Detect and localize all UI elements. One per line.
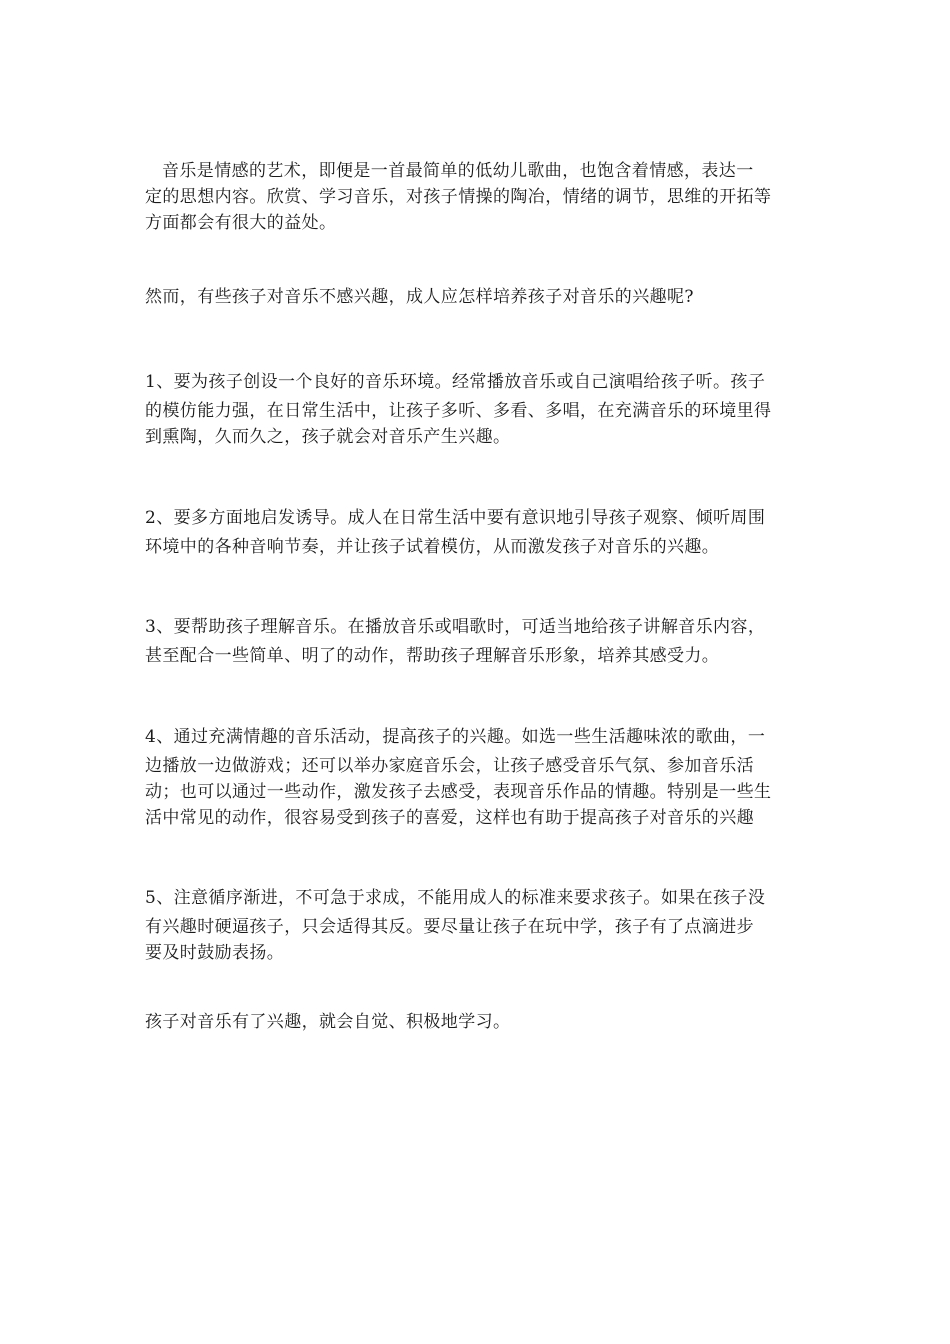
point-3-paragraph: [145, 612, 815, 669]
point-1-paragraph: [145, 367, 815, 450]
question-paragraph: [145, 284, 815, 310]
point-2-paragraph: [145, 503, 815, 560]
intro-line: 定的思想内容。欣赏、学习音乐，对孩子情操的陶冶，情绪的调节，思维的开拓等: [145, 187, 772, 207]
point-line: 有兴趣时硬逼孩子，只会适得其反。要尽量让孩子在玩中学，孩子有了点滴进步: [145, 917, 754, 937]
point-line: 3、要帮助孩子理解音乐。在播放音乐或唱歌时，可适当地给孩子讲解音乐内容，: [145, 617, 766, 637]
point-line: 2、要多方面地启发诱导。成人在日常生活中要有意识地引导孩子观察、倾听周围: [145, 508, 766, 528]
point-line: 甚至配合一些简单、明了的动作，帮助孩子理解音乐形象，培养其感受力。: [145, 646, 720, 666]
intro-line: 音乐是情感的艺术，即便是一首最简单的低幼儿歌曲，也饱含着情感，表达一: [162, 161, 754, 181]
intro-line: 方面都会有很大的益处。: [145, 213, 337, 233]
point-line: 4、通过充满情趣的音乐活动，提高孩子的兴趣。如选一些生活趣味浓的歌曲，一: [145, 727, 766, 747]
point-line: 5、注意循序渐进，不可急于求成，不能用成人的标准来要求孩子。如果在孩子没: [145, 888, 766, 908]
conclusion-line: 孩子对音乐有了兴趣，就会自觉、积极地学习。: [145, 1012, 511, 1032]
point-line: 到熏陶，久而久之，孩子就会对音乐产生兴趣。: [145, 427, 511, 447]
point-line: 边播放一边做游戏；还可以举办家庭音乐会，让孩子感受音乐气氛、参加音乐活: [145, 756, 754, 776]
conclusion-paragraph: [145, 1009, 815, 1035]
question-line: 然而，有些孩子对音乐不感兴趣，成人应怎样培养孩子对音乐的兴趣呢?: [145, 287, 694, 307]
point-line: 活中常见的动作，很容易受到孩子的喜爱，这样也有助于提高孩子对音乐的兴趣: [145, 808, 754, 828]
point-line: 要及时鼓励表扬。: [145, 943, 285, 963]
intro-paragraph: [145, 158, 815, 236]
point-line: 的模仿能力强，在日常生活中，让孩子多听、多看、多唱，在充满音乐的环境里得: [145, 401, 772, 421]
point-line: 环境中的各种音响节奏，并让孩子试着模仿，从而激发孩子对音乐的兴趣。: [145, 537, 720, 557]
point-5-paragraph: [145, 883, 815, 966]
point-line: 1、要为孩子创设一个良好的音乐环境。经常播放音乐或自己演唱给孩子听。孩子: [145, 372, 766, 392]
point-line: 动；也可以通过一些动作，激发孩子去感受，表现音乐作品的情趣。特别是一些生: [145, 782, 772, 802]
point-4-paragraph: [145, 722, 815, 831]
